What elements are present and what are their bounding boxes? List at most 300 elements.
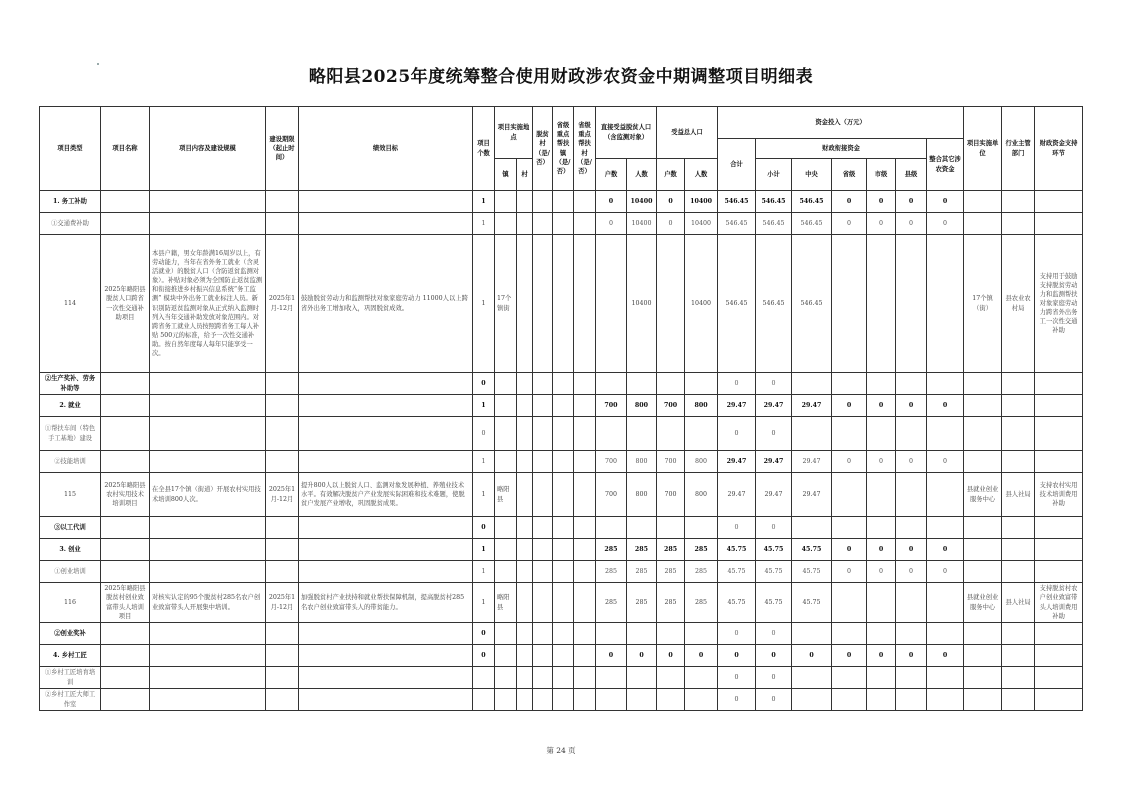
row-dept	[1002, 191, 1035, 213]
row-central: 45.75	[792, 561, 832, 583]
row-other: 0	[927, 645, 964, 667]
row-key-village	[574, 473, 596, 517]
row-key-village	[574, 561, 596, 583]
row-other	[927, 667, 964, 689]
row-period: 2025年1月-12月	[266, 473, 299, 517]
header-benefit-households: 户数	[657, 159, 685, 191]
row-key-village	[574, 645, 596, 667]
row-central	[792, 517, 832, 539]
row-other: 0	[927, 451, 964, 473]
row-total: 45.75	[718, 539, 756, 561]
row-direct-people	[627, 517, 657, 539]
row-direct-people: 0	[627, 645, 657, 667]
row-unit	[964, 645, 1002, 667]
row-subtotal: 45.75	[756, 561, 792, 583]
header-town: 镇	[495, 159, 517, 191]
row-direct-households: 0	[596, 191, 627, 213]
header-province: 省级	[832, 159, 867, 191]
row-village	[517, 417, 533, 451]
row-unit	[964, 623, 1002, 645]
row-total: 546.45	[718, 235, 756, 373]
row-period	[266, 191, 299, 213]
row-unit	[964, 689, 1002, 711]
row-key-village	[574, 191, 596, 213]
row-town	[495, 417, 517, 451]
row-period	[266, 373, 299, 395]
row-unit	[964, 539, 1002, 561]
row-city: 0	[867, 539, 896, 561]
row-count: 1	[473, 213, 495, 235]
row-key-village	[574, 451, 596, 473]
row-village	[517, 689, 533, 711]
row-type: ①帮扶车间（特色手工基地）建设	[40, 417, 101, 451]
row-county	[896, 667, 927, 689]
row-content	[150, 645, 266, 667]
row-city	[867, 667, 896, 689]
row-unit	[964, 451, 1002, 473]
row-province	[832, 667, 867, 689]
header-village: 村	[517, 159, 533, 191]
row-unit: 县就业创业服务中心	[964, 583, 1002, 623]
row-direct-people: 10400	[627, 235, 657, 373]
row-total: 29.47	[718, 451, 756, 473]
row-county: 0	[896, 191, 927, 213]
header-period: 建设期限（起止时间）	[266, 107, 299, 191]
row-goal	[299, 417, 473, 451]
row-central	[792, 373, 832, 395]
row-direct-households: 285	[596, 561, 627, 583]
row-county	[896, 623, 927, 645]
row-poor-village	[533, 583, 553, 623]
row-town	[495, 689, 517, 711]
row-goal	[299, 517, 473, 539]
row-village	[517, 235, 533, 373]
row-other	[927, 473, 964, 517]
row-goal	[299, 395, 473, 417]
row-support	[1035, 667, 1083, 689]
row-period: 2025年1月-12月	[266, 583, 299, 623]
row-support	[1035, 417, 1083, 451]
row-benefit-people: 800	[685, 473, 718, 517]
row-city	[867, 583, 896, 623]
table-row	[40, 235, 1083, 373]
row-benefit-people	[685, 623, 718, 645]
row-period	[266, 623, 299, 645]
row-village	[517, 451, 533, 473]
table-row	[40, 213, 1083, 235]
header-direct-people: 人数	[627, 159, 657, 191]
row-dept	[1002, 667, 1035, 689]
row-total: 45.75	[718, 583, 756, 623]
row-content	[150, 395, 266, 417]
row-content	[150, 451, 266, 473]
row-town	[495, 539, 517, 561]
row-subtotal: 45.75	[756, 583, 792, 623]
row-key-town	[553, 417, 574, 451]
row-other: 0	[927, 213, 964, 235]
row-period: 2025年1月-12月	[266, 235, 299, 373]
row-poor-village	[533, 373, 553, 395]
row-count: 1	[473, 395, 495, 417]
row-name	[101, 451, 150, 473]
row-town	[495, 213, 517, 235]
row-key-town	[553, 623, 574, 645]
row-key-town	[553, 373, 574, 395]
row-poor-village	[533, 191, 553, 213]
row-goal	[299, 191, 473, 213]
row-central: 29.47	[792, 451, 832, 473]
row-support	[1035, 395, 1083, 417]
row-benefit-people	[685, 417, 718, 451]
row-poor-village	[533, 667, 553, 689]
row-village	[517, 213, 533, 235]
row-subtotal: 29.47	[756, 451, 792, 473]
row-dept	[1002, 561, 1035, 583]
row-county: 0	[896, 451, 927, 473]
row-benefit-households	[657, 235, 685, 373]
row-other	[927, 517, 964, 539]
row-town: 略阳县	[495, 473, 517, 517]
row-type: 114	[40, 235, 101, 373]
row-support	[1035, 451, 1083, 473]
header-funds: 资金投入（万元）	[718, 107, 964, 139]
row-other	[927, 689, 964, 711]
row-count: 0	[473, 517, 495, 539]
row-period	[266, 561, 299, 583]
row-period	[266, 395, 299, 417]
row-key-town	[553, 395, 574, 417]
row-subtotal: 29.47	[756, 395, 792, 417]
row-key-town	[553, 583, 574, 623]
row-total: 0	[718, 689, 756, 711]
row-unit	[964, 395, 1002, 417]
row-name: 2025年略阳县脱贫村创业致富带头人培训项目	[101, 583, 150, 623]
row-support	[1035, 213, 1083, 235]
row-name	[101, 623, 150, 645]
row-town	[495, 623, 517, 645]
row-benefit-households: 285	[657, 583, 685, 623]
row-goal	[299, 213, 473, 235]
row-other	[927, 235, 964, 373]
header-location: 项目实施地点	[495, 107, 533, 159]
row-goal	[299, 373, 473, 395]
row-direct-households: 0	[596, 645, 627, 667]
row-village	[517, 583, 533, 623]
row-direct-people: 285	[627, 583, 657, 623]
table-row	[40, 689, 1083, 711]
row-poor-village	[533, 561, 553, 583]
row-type: 116	[40, 583, 101, 623]
row-type: ②生产奖补、劳务补助等	[40, 373, 101, 395]
row-city	[867, 623, 896, 645]
row-subtotal: 0	[756, 645, 792, 667]
row-direct-people	[627, 417, 657, 451]
row-goal	[299, 561, 473, 583]
row-other: 0	[927, 561, 964, 583]
header-key-village: 省级重点帮扶村（是/否）	[574, 107, 596, 191]
row-benefit-households: 0	[657, 191, 685, 213]
row-city: 0	[867, 451, 896, 473]
row-key-town	[553, 191, 574, 213]
row-key-town	[553, 689, 574, 711]
row-direct-households	[596, 373, 627, 395]
row-benefit-people	[685, 667, 718, 689]
row-central: 45.75	[792, 539, 832, 561]
row-dept	[1002, 539, 1035, 561]
row-name	[101, 689, 150, 711]
row-content	[150, 191, 266, 213]
row-benefit-households: 700	[657, 473, 685, 517]
table-row	[40, 645, 1083, 667]
row-name	[101, 517, 150, 539]
row-county	[896, 473, 927, 517]
row-key-town	[553, 539, 574, 561]
row-goal	[299, 451, 473, 473]
row-total: 0	[718, 645, 756, 667]
row-content	[150, 689, 266, 711]
row-content: 对核实认定的95个脱贫村285名农户创业致富带头人开展集中培训。	[150, 583, 266, 623]
row-poor-village	[533, 451, 553, 473]
row-benefit-households: 0	[657, 645, 685, 667]
row-type: ①创业培训	[40, 561, 101, 583]
row-central: 546.45	[792, 235, 832, 373]
row-content	[150, 417, 266, 451]
row-city	[867, 689, 896, 711]
row-subtotal: 546.45	[756, 191, 792, 213]
row-unit	[964, 373, 1002, 395]
row-unit	[964, 213, 1002, 235]
row-total: 29.47	[718, 395, 756, 417]
table-row	[40, 191, 1083, 213]
row-benefit-households: 285	[657, 561, 685, 583]
row-goal: 提升800人以上脱贫人口、监测对象发展种植、养殖业技术水平。有效解决脱贫户产业发展实际困难和技术难题，使脱贫户发展产业增收，巩固脱贫成果。	[299, 473, 473, 517]
row-dept: 县人社局	[1002, 473, 1035, 517]
row-benefit-people: 10400	[685, 213, 718, 235]
row-subtotal: 0	[756, 517, 792, 539]
row-dept	[1002, 417, 1035, 451]
row-key-town	[553, 667, 574, 689]
row-direct-people	[627, 667, 657, 689]
row-count: 1	[473, 561, 495, 583]
row-total: 0	[718, 417, 756, 451]
row-count: 1	[473, 451, 495, 473]
row-benefit-households: 285	[657, 539, 685, 561]
row-benefit-people	[685, 689, 718, 711]
row-type: ②技能培训	[40, 451, 101, 473]
row-province	[832, 473, 867, 517]
row-content	[150, 373, 266, 395]
row-benefit-people: 10400	[685, 191, 718, 213]
row-central	[792, 689, 832, 711]
row-subtotal: 0	[756, 623, 792, 645]
row-period	[266, 417, 299, 451]
row-direct-households: 0	[596, 213, 627, 235]
header-dept: 行业主管部门	[1002, 107, 1035, 191]
row-subtotal: 546.45	[756, 213, 792, 235]
row-name: 2025年略阳县脱贫人口跨省一次性交通补助项目	[101, 235, 150, 373]
row-name	[101, 645, 150, 667]
row-count: 1	[473, 583, 495, 623]
row-content	[150, 213, 266, 235]
row-poor-village	[533, 395, 553, 417]
row-town	[495, 561, 517, 583]
row-unit	[964, 561, 1002, 583]
row-dept	[1002, 213, 1035, 235]
table-row	[40, 667, 1083, 689]
row-province: 0	[832, 539, 867, 561]
row-goal: 鼓励脱贫劳动力和监测帮扶对象家庭劳动力 11000人以上跨省外出务工增加收入，巩固脱贫成效。	[299, 235, 473, 373]
row-unit	[964, 517, 1002, 539]
row-central: 546.45	[792, 213, 832, 235]
header-city: 市级	[867, 159, 896, 191]
row-count	[473, 689, 495, 711]
row-village	[517, 539, 533, 561]
row-benefit-households	[657, 373, 685, 395]
row-direct-people: 10400	[627, 213, 657, 235]
row-type: 4. 乡村工匠	[40, 645, 101, 667]
table-row	[40, 417, 1083, 451]
row-other: 0	[927, 191, 964, 213]
row-subtotal: 0	[756, 689, 792, 711]
header-content: 项目内容及建设规模	[150, 107, 266, 191]
row-total: 0	[718, 623, 756, 645]
row-benefit-people: 285	[685, 539, 718, 561]
row-total: 546.45	[718, 191, 756, 213]
row-poor-village	[533, 689, 553, 711]
row-direct-households: 285	[596, 539, 627, 561]
row-period	[266, 451, 299, 473]
row-goal	[299, 645, 473, 667]
row-total: 29.47	[718, 473, 756, 517]
row-count: 0	[473, 373, 495, 395]
row-content	[150, 623, 266, 645]
row-direct-people	[627, 373, 657, 395]
row-key-town	[553, 561, 574, 583]
header-type: 项目类型	[40, 107, 101, 191]
row-poor-village	[533, 517, 553, 539]
row-key-village	[574, 689, 596, 711]
row-town: 17个镇街	[495, 235, 517, 373]
row-subtotal: 0	[756, 417, 792, 451]
row-subtotal: 546.45	[756, 235, 792, 373]
row-period	[266, 517, 299, 539]
row-key-village	[574, 395, 596, 417]
row-count: 1	[473, 191, 495, 213]
row-county: 0	[896, 395, 927, 417]
row-county	[896, 583, 927, 623]
row-support: 支持农村实用技术培训费用补助	[1035, 473, 1083, 517]
row-name	[101, 417, 150, 451]
row-count: 0	[473, 623, 495, 645]
row-support: 支持用于鼓励支持脱贫劳动力和监测帮扶对象家庭劳动力跨省外出务工一次性交通补助	[1035, 235, 1083, 373]
row-town	[495, 667, 517, 689]
row-poor-village	[533, 539, 553, 561]
row-city: 0	[867, 645, 896, 667]
row-key-town	[553, 235, 574, 373]
row-type: ①交通费补助	[40, 213, 101, 235]
row-county	[896, 517, 927, 539]
row-goal	[299, 623, 473, 645]
row-count: 1	[473, 235, 495, 373]
row-support	[1035, 539, 1083, 561]
row-dept	[1002, 645, 1035, 667]
header-direct-pop: 直接受益脱贫人口（含监测对象）	[596, 107, 657, 159]
row-direct-people	[627, 689, 657, 711]
header-fiscal: 财政衔接资金	[756, 139, 927, 159]
row-key-village	[574, 623, 596, 645]
row-key-town	[553, 213, 574, 235]
row-name	[101, 539, 150, 561]
row-key-village	[574, 539, 596, 561]
row-content: 在全县17个镇（街道）开展农村实用技术培训800人次。	[150, 473, 266, 517]
row-count: 1	[473, 473, 495, 517]
row-town: 略阳县	[495, 583, 517, 623]
row-benefit-people	[685, 517, 718, 539]
row-count	[473, 667, 495, 689]
row-key-town	[553, 645, 574, 667]
row-total: 0	[718, 667, 756, 689]
row-total: 0	[718, 517, 756, 539]
row-total: 0	[718, 373, 756, 395]
row-town	[495, 645, 517, 667]
row-benefit-people	[685, 373, 718, 395]
row-province: 0	[832, 395, 867, 417]
row-unit	[964, 667, 1002, 689]
header-central: 中央	[792, 159, 832, 191]
row-province: 0	[832, 213, 867, 235]
row-period	[266, 645, 299, 667]
row-type: 3. 创业	[40, 539, 101, 561]
row-goal	[299, 539, 473, 561]
row-direct-people: 800	[627, 451, 657, 473]
row-province	[832, 623, 867, 645]
row-period	[266, 689, 299, 711]
row-unit	[964, 191, 1002, 213]
table-row	[40, 373, 1083, 395]
row-central: 45.75	[792, 583, 832, 623]
row-type: ②创业奖补	[40, 623, 101, 645]
row-key-village	[574, 373, 596, 395]
row-other	[927, 583, 964, 623]
row-key-town	[553, 473, 574, 517]
row-direct-households	[596, 623, 627, 645]
row-benefit-households	[657, 623, 685, 645]
row-other	[927, 417, 964, 451]
row-direct-households: 285	[596, 583, 627, 623]
row-subtotal: 29.47	[756, 473, 792, 517]
row-village	[517, 191, 533, 213]
row-key-town	[553, 517, 574, 539]
row-direct-households: 700	[596, 451, 627, 473]
row-support	[1035, 517, 1083, 539]
row-county: 0	[896, 561, 927, 583]
row-key-village	[574, 235, 596, 373]
row-city: 0	[867, 213, 896, 235]
row-dept	[1002, 451, 1035, 473]
row-direct-people: 285	[627, 539, 657, 561]
row-content: 本县户籍，男女年龄满16周岁以上，有劳动能力，当年在省外务工就业（含灵活就业）的脱贫人口（含防返贫监测对象）。补贴对象必须为全国防止返贫监测和衔接推进乡村振兴信息系统“务工监测” 模块中外出务工就业标注人员。新识别防返贫监测对象从正式纳入监测时列入当年交通补助发放对象范围内。对跨省务工就业人员按照跨省务工每人补贴 500元的标准，给予一次性交通补助。按自然年度每人每年只能享受一次。	[150, 235, 266, 373]
row-benefit-households	[657, 667, 685, 689]
row-central	[792, 417, 832, 451]
row-county	[896, 235, 927, 373]
row-village	[517, 645, 533, 667]
table-row	[40, 623, 1083, 645]
row-other	[927, 373, 964, 395]
row-benefit-people: 10400	[685, 235, 718, 373]
row-province: 0	[832, 645, 867, 667]
row-central	[792, 667, 832, 689]
row-central: 0	[792, 645, 832, 667]
